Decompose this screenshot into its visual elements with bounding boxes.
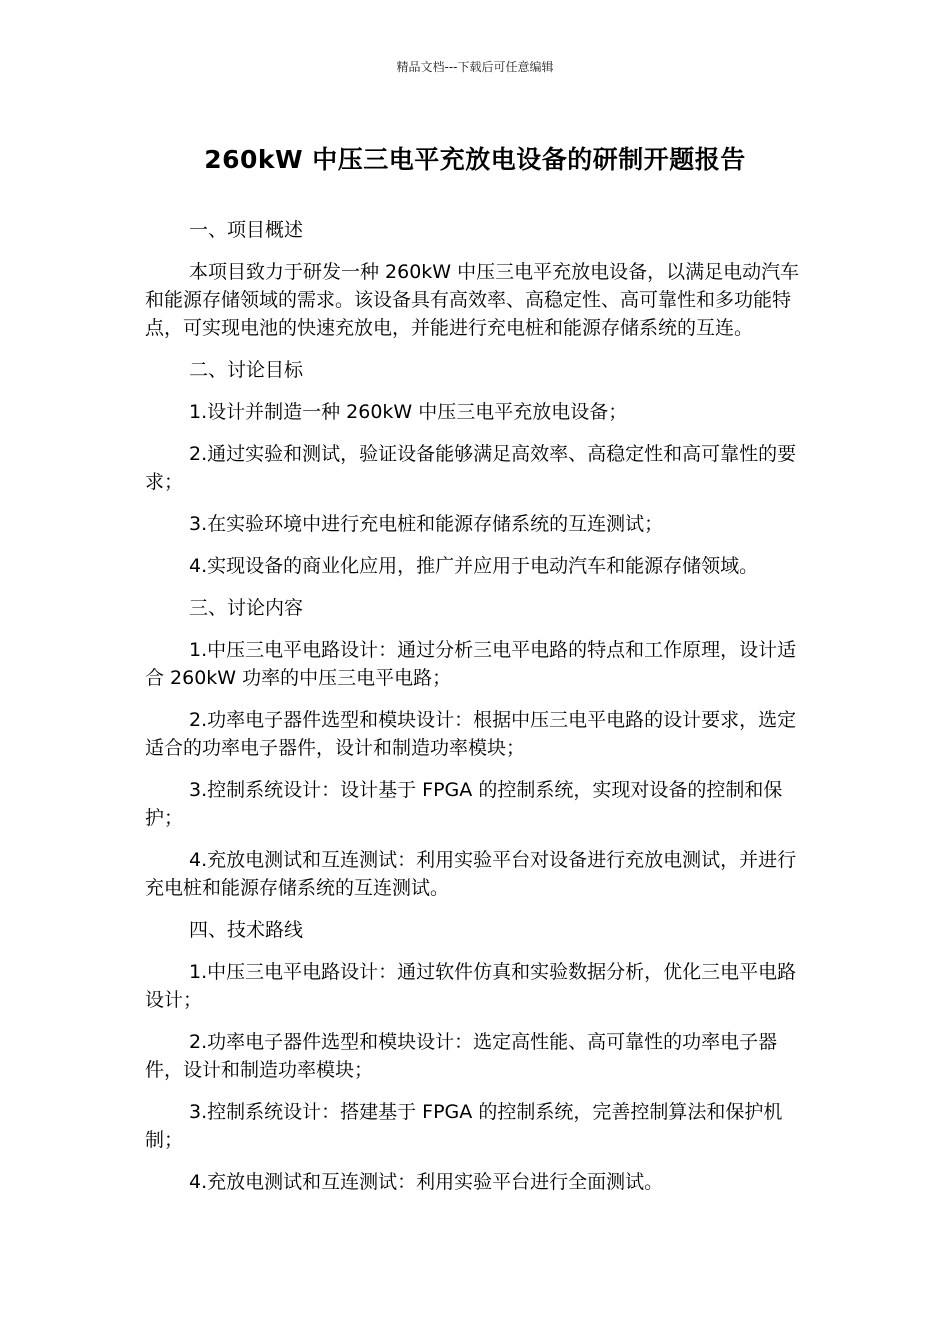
paragraph: 1.设计并制造一种 260kW 中压三电平充放电设备；	[189, 401, 628, 423]
paragraph: 2.功率电子器件选型和模块设计：选定高性能、高可靠性的功率电子器件，设计和制造功率模块；	[145, 1031, 778, 1081]
document-title: 260kW 中压三电平充放电设备的研制开题报告	[204, 145, 746, 174]
section-heading: 三、讨论内容	[189, 597, 304, 619]
section-heading: 一、项目概述	[189, 219, 304, 241]
paragraph: 3.控制系统设计：搭建基于 FPGA 的控制系统，完善控制算法和保护机制；	[145, 1101, 783, 1151]
paragraph: 1.中压三电平电路设计：通过分析三电平电路的特点和工作原理，设计适合 260kW 功率的中压三电平电路；	[145, 639, 797, 689]
paragraph: 1.中压三电平电路设计：通过软件仿真和实验数据分析，优化三电平电路设计；	[145, 961, 797, 1011]
paragraph: 4.充放电测试和互连测试：利用实验平台对设备进行充放电测试，并进行充电桩和能源存储系统的互连测试。	[145, 849, 797, 899]
paragraph: 3.在实验环境中进行充电桩和能源存储系统的互连测试；	[189, 513, 664, 535]
section-heading: 二、讨论目标	[189, 359, 304, 381]
paragraph: 4.实现设备的商业化应用，推广并应用于电动汽车和能源存储领域。	[189, 555, 759, 577]
paragraph: 2.功率电子器件选型和模块设计：根据中压三电平电路的设计要求，选定适合的功率电子器件，设计和制造功率模块；	[145, 709, 797, 759]
document-body	[145, 216, 805, 1210]
paragraph: 2.通过实验和测试，验证设备能够满足高效率、高稳定性和高可靠性的要求；	[145, 443, 797, 493]
section-heading: 四、技术路线	[189, 919, 304, 941]
paragraph: 4.充放电测试和互连测试：利用实验平台进行全面测试。	[189, 1171, 664, 1193]
paragraph: 本项目致力于研发一种 260kW 中压三电平充放电设备，以满足电动汽车和能源存储领域的需求。该设备具有高效率、高稳定性、高可靠性和多功能特点，可实现电池的快速充放电，并能进行充电桩和能源存储系统的互连。	[145, 261, 800, 339]
header-note: 精品文档---下载后可任意编辑	[396, 60, 554, 74]
paragraph: 3.控制系统设计：设计基于 FPGA 的控制系统，实现对设备的控制和保护；	[145, 779, 783, 829]
